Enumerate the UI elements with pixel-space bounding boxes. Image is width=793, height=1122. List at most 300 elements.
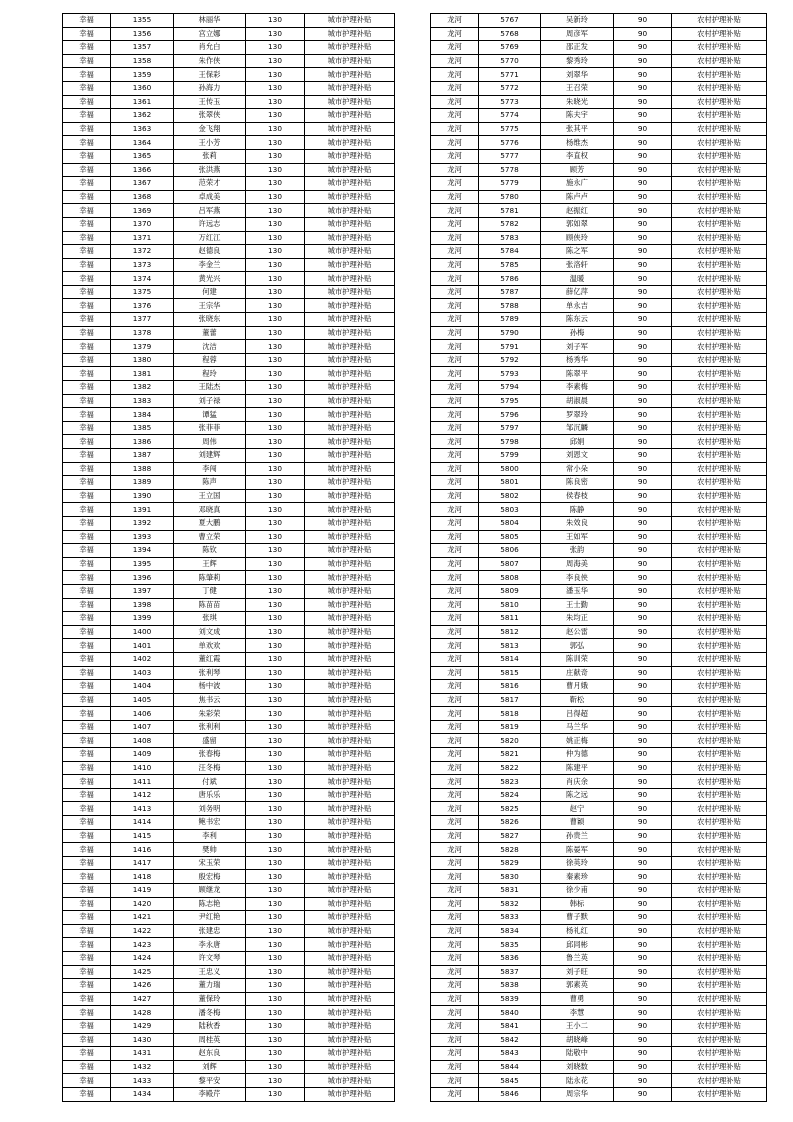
subsidy-type-cell: 城市护理补贴 xyxy=(305,217,395,231)
serial-number-cell: 5789 xyxy=(479,313,541,327)
serial-number-cell: 5804 xyxy=(479,516,541,530)
subsidy-type-cell: 农村护理补贴 xyxy=(672,177,767,191)
subsidy-type-cell: 城市护理补贴 xyxy=(305,584,395,598)
amount-cell: 130 xyxy=(246,109,305,123)
amount-cell: 90 xyxy=(614,652,672,666)
table-row xyxy=(63,1033,395,1047)
district-cell: 龙河 xyxy=(431,367,479,381)
district-cell: 龙河 xyxy=(431,1074,479,1088)
amount-cell: 90 xyxy=(614,326,672,340)
table-row xyxy=(431,951,767,965)
district-cell: 龙河 xyxy=(431,340,479,354)
subsidy-type-cell: 城市护理补贴 xyxy=(305,1047,395,1061)
amount-cell: 130 xyxy=(246,489,305,503)
serial-number-cell: 5806 xyxy=(479,544,541,558)
serial-number-cell: 1386 xyxy=(111,435,174,449)
serial-number-cell: 1411 xyxy=(111,775,174,789)
serial-number-cell: 1389 xyxy=(111,476,174,490)
district-cell: 幸福 xyxy=(63,394,111,408)
table-row xyxy=(431,326,767,340)
table-row xyxy=(431,598,767,612)
subsidy-type-cell: 农村护理补贴 xyxy=(672,816,767,830)
amount-cell: 130 xyxy=(246,1087,305,1101)
table-row xyxy=(63,149,395,163)
district-cell: 龙河 xyxy=(431,326,479,340)
serial-number-cell: 5807 xyxy=(479,557,541,571)
name-cell: 樊帅 xyxy=(174,843,246,857)
name-cell: 黎秀玲 xyxy=(541,54,614,68)
name-cell: 张菲菲 xyxy=(174,421,246,435)
subsidy-type-cell: 农村护理补贴 xyxy=(672,530,767,544)
table-row xyxy=(63,816,395,830)
name-cell: 陈卢卢 xyxy=(541,190,614,204)
district-cell: 幸福 xyxy=(63,340,111,354)
table-row xyxy=(431,625,767,639)
amount-cell: 90 xyxy=(614,217,672,231)
district-cell: 幸福 xyxy=(63,625,111,639)
name-cell: 周海美 xyxy=(541,557,614,571)
serial-number-cell: 1407 xyxy=(111,720,174,734)
name-cell: 万红江 xyxy=(174,231,246,245)
serial-number-cell: 1367 xyxy=(111,177,174,191)
amount-cell: 90 xyxy=(614,258,672,272)
amount-cell: 90 xyxy=(614,163,672,177)
table-row xyxy=(63,41,395,55)
amount-cell: 90 xyxy=(614,965,672,979)
district-cell: 龙河 xyxy=(431,285,479,299)
serial-number-cell: 1383 xyxy=(111,394,174,408)
amount-cell: 130 xyxy=(246,449,305,463)
name-cell: 胡晓峰 xyxy=(541,1033,614,1047)
subsidy-type-cell: 农村护理补贴 xyxy=(672,231,767,245)
table-row xyxy=(431,761,767,775)
serial-number-cell: 1376 xyxy=(111,299,174,313)
district-cell: 幸福 xyxy=(63,313,111,327)
serial-number-cell: 1430 xyxy=(111,1033,174,1047)
subsidy-type-cell: 农村护理补贴 xyxy=(672,802,767,816)
amount-cell: 90 xyxy=(614,299,672,313)
district-cell: 龙河 xyxy=(431,693,479,707)
table-row xyxy=(63,394,395,408)
district-cell: 幸福 xyxy=(63,652,111,666)
district-cell: 幸福 xyxy=(63,1060,111,1074)
name-cell: 陈静 xyxy=(541,503,614,517)
name-cell: 卓成美 xyxy=(174,190,246,204)
serial-number-cell: 1394 xyxy=(111,544,174,558)
name-cell: 王小芳 xyxy=(174,136,246,150)
district-cell: 幸福 xyxy=(63,1087,111,1101)
amount-cell: 130 xyxy=(246,394,305,408)
name-cell: 张洪燕 xyxy=(174,163,246,177)
subsidy-type-cell: 城市护理补贴 xyxy=(305,340,395,354)
table-row xyxy=(431,177,767,191)
serial-number-cell: 5767 xyxy=(479,14,541,28)
amount-cell: 90 xyxy=(614,1074,672,1088)
subsidy-type-cell: 城市护理补贴 xyxy=(305,462,395,476)
amount-cell: 130 xyxy=(246,965,305,979)
district-cell: 幸福 xyxy=(63,489,111,503)
subsidy-type-cell: 农村护理补贴 xyxy=(672,1006,767,1020)
name-cell: 许文琴 xyxy=(174,951,246,965)
serial-number-cell: 1360 xyxy=(111,81,174,95)
name-cell: 杨秀华 xyxy=(541,353,614,367)
table-row xyxy=(431,95,767,109)
amount-cell: 130 xyxy=(246,367,305,381)
table-row xyxy=(431,272,767,286)
district-cell: 幸福 xyxy=(63,843,111,857)
table-row xyxy=(63,856,395,870)
serial-number-cell: 5783 xyxy=(479,231,541,245)
serial-number-cell: 5769 xyxy=(479,41,541,55)
amount-cell: 130 xyxy=(246,516,305,530)
name-cell: 程蓉 xyxy=(174,353,246,367)
table-row xyxy=(431,68,767,82)
district-cell: 龙河 xyxy=(431,122,479,136)
district-cell: 幸福 xyxy=(63,829,111,843)
amount-cell: 90 xyxy=(614,435,672,449)
serial-number-cell: 5826 xyxy=(479,816,541,830)
serial-number-cell: 5824 xyxy=(479,788,541,802)
amount-cell: 90 xyxy=(614,884,672,898)
table-row xyxy=(431,1047,767,1061)
name-cell: 唐乐乐 xyxy=(174,788,246,802)
subsidy-type-cell: 城市护理补贴 xyxy=(305,421,395,435)
table-row xyxy=(63,707,395,721)
name-cell: 谭猛 xyxy=(174,408,246,422)
amount-cell: 130 xyxy=(246,421,305,435)
district-cell: 幸福 xyxy=(63,1047,111,1061)
amount-cell: 90 xyxy=(614,1033,672,1047)
serial-number-cell: 1413 xyxy=(111,802,174,816)
table-row xyxy=(63,802,395,816)
serial-number-cell: 1400 xyxy=(111,625,174,639)
amount-cell: 90 xyxy=(614,95,672,109)
serial-number-cell: 5791 xyxy=(479,340,541,354)
district-cell: 幸福 xyxy=(63,544,111,558)
amount-cell: 130 xyxy=(246,122,305,136)
subsidy-type-cell: 农村护理补贴 xyxy=(672,367,767,381)
subsidy-type-cell: 农村护理补贴 xyxy=(672,680,767,694)
serial-number-cell: 1363 xyxy=(111,122,174,136)
table-row xyxy=(431,612,767,626)
table-row xyxy=(63,421,395,435)
name-cell: 陈建平 xyxy=(541,761,614,775)
district-cell: 幸福 xyxy=(63,285,111,299)
district-cell: 幸福 xyxy=(63,326,111,340)
district-cell: 幸福 xyxy=(63,177,111,191)
table-row xyxy=(63,258,395,272)
amount-cell: 90 xyxy=(614,1019,672,1033)
district-cell: 幸福 xyxy=(63,992,111,1006)
subsidy-type-cell: 农村护理补贴 xyxy=(672,1087,767,1101)
district-cell: 龙河 xyxy=(431,449,479,463)
district-cell: 幸福 xyxy=(63,258,111,272)
table-row xyxy=(63,951,395,965)
amount-cell: 130 xyxy=(246,1047,305,1061)
name-cell: 邹沉麟 xyxy=(541,421,614,435)
table-row xyxy=(431,476,767,490)
district-cell: 幸福 xyxy=(63,938,111,952)
district-cell: 幸福 xyxy=(63,598,111,612)
amount-cell: 90 xyxy=(614,748,672,762)
amount-cell: 90 xyxy=(614,571,672,585)
name-cell: 刘子旺 xyxy=(541,965,614,979)
name-cell: 肖允白 xyxy=(174,41,246,55)
subsidy-type-cell: 农村护理补贴 xyxy=(672,897,767,911)
name-cell: 邱同彬 xyxy=(541,938,614,952)
district-cell: 龙河 xyxy=(431,639,479,653)
district-cell: 龙河 xyxy=(431,503,479,517)
table-row xyxy=(431,1006,767,1020)
serial-number-cell: 5798 xyxy=(479,435,541,449)
amount-cell: 130 xyxy=(246,530,305,544)
amount-cell: 90 xyxy=(614,122,672,136)
district-cell: 幸福 xyxy=(63,272,111,286)
table-row xyxy=(431,843,767,857)
subsidy-type-cell: 农村护理补贴 xyxy=(672,1060,767,1074)
subsidy-type-cell: 城市护理补贴 xyxy=(305,54,395,68)
name-cell: 周宗华 xyxy=(541,1087,614,1101)
amount-cell: 130 xyxy=(246,163,305,177)
table-row xyxy=(63,95,395,109)
serial-number-cell: 1356 xyxy=(111,27,174,41)
district-cell: 幸福 xyxy=(63,816,111,830)
amount-cell: 130 xyxy=(246,353,305,367)
serial-number-cell: 5800 xyxy=(479,462,541,476)
district-cell: 龙河 xyxy=(431,788,479,802)
subsidy-type-cell: 农村护理补贴 xyxy=(672,299,767,313)
district-cell: 幸福 xyxy=(63,951,111,965)
subsidy-type-cell: 城市护理补贴 xyxy=(305,68,395,82)
table-row xyxy=(63,68,395,82)
table-row xyxy=(63,1006,395,1020)
subsidy-type-cell: 城市护理补贴 xyxy=(305,245,395,259)
amount-cell: 90 xyxy=(614,598,672,612)
amount-cell: 90 xyxy=(614,408,672,422)
amount-cell: 90 xyxy=(614,353,672,367)
amount-cell: 90 xyxy=(614,870,672,884)
amount-cell: 90 xyxy=(614,951,672,965)
subsidy-type-cell: 农村护理补贴 xyxy=(672,666,767,680)
amount-cell: 130 xyxy=(246,27,305,41)
amount-cell: 130 xyxy=(246,625,305,639)
subsidy-type-cell: 城市护理补贴 xyxy=(305,992,395,1006)
subsidy-type-cell: 农村护理补贴 xyxy=(672,584,767,598)
amount-cell: 130 xyxy=(246,81,305,95)
name-cell: 张洛轩 xyxy=(541,258,614,272)
district-cell: 龙河 xyxy=(431,14,479,28)
amount-cell: 130 xyxy=(246,911,305,925)
table-row xyxy=(63,435,395,449)
serial-number-cell: 5836 xyxy=(479,951,541,965)
name-cell: 李永唐 xyxy=(174,938,246,952)
name-cell: 施永广 xyxy=(541,177,614,191)
table-row xyxy=(431,788,767,802)
name-cell: 焦书云 xyxy=(174,693,246,707)
table-row xyxy=(431,313,767,327)
subsidy-type-cell: 农村护理补贴 xyxy=(672,326,767,340)
subsidy-type-cell: 城市护理补贴 xyxy=(305,680,395,694)
name-cell: 陈东云 xyxy=(541,313,614,327)
subsidy-type-cell: 城市护理补贴 xyxy=(305,911,395,925)
name-cell: 单永吉 xyxy=(541,299,614,313)
serial-number-cell: 5831 xyxy=(479,884,541,898)
district-cell: 幸福 xyxy=(63,979,111,993)
table-row xyxy=(63,1087,395,1101)
district-cell: 龙河 xyxy=(431,884,479,898)
name-cell: 陈声 xyxy=(174,476,246,490)
subsidy-type-cell: 城市护理补贴 xyxy=(305,503,395,517)
serial-number-cell: 1399 xyxy=(111,612,174,626)
name-cell: 陈夫宇 xyxy=(541,109,614,123)
serial-number-cell: 5795 xyxy=(479,394,541,408)
subsidy-type-cell: 城市护理补贴 xyxy=(305,313,395,327)
amount-cell: 130 xyxy=(246,1033,305,1047)
subsidy-type-cell: 城市护理补贴 xyxy=(305,720,395,734)
district-cell: 龙河 xyxy=(431,95,479,109)
serial-number-cell: 5781 xyxy=(479,204,541,218)
serial-number-cell: 5792 xyxy=(479,353,541,367)
amount-cell: 130 xyxy=(246,652,305,666)
name-cell: 孙贵兰 xyxy=(541,829,614,843)
subsidy-type-cell: 城市护理补贴 xyxy=(305,775,395,789)
serial-number-cell: 1380 xyxy=(111,353,174,367)
amount-cell: 90 xyxy=(614,775,672,789)
amount-cell: 130 xyxy=(246,788,305,802)
serial-number-cell: 1398 xyxy=(111,598,174,612)
subsidy-type-cell: 农村护理补贴 xyxy=(672,734,767,748)
name-cell: 夏大鹏 xyxy=(174,516,246,530)
district-cell: 龙河 xyxy=(431,1047,479,1061)
amount-cell: 90 xyxy=(614,272,672,286)
subsidy-type-cell: 农村护理补贴 xyxy=(672,408,767,422)
subsidy-type-cell: 农村护理补贴 xyxy=(672,313,767,327)
district-cell: 幸福 xyxy=(63,775,111,789)
district-cell: 龙河 xyxy=(431,571,479,585)
subsidy-type-cell: 城市护理补贴 xyxy=(305,843,395,857)
district-cell: 龙河 xyxy=(431,530,479,544)
amount-cell: 130 xyxy=(246,149,305,163)
subsidy-type-cell: 农村护理补贴 xyxy=(672,149,767,163)
subsidy-type-cell: 农村护理补贴 xyxy=(672,870,767,884)
table-row xyxy=(63,571,395,585)
serial-number-cell: 5785 xyxy=(479,258,541,272)
district-cell: 幸福 xyxy=(63,761,111,775)
serial-number-cell: 5811 xyxy=(479,612,541,626)
district-cell: 幸福 xyxy=(63,462,111,476)
amount-cell: 90 xyxy=(614,516,672,530)
amount-cell: 130 xyxy=(246,924,305,938)
name-cell: 宫立娜 xyxy=(174,27,246,41)
serial-number-cell: 5801 xyxy=(479,476,541,490)
subsidy-type-cell: 城市护理补贴 xyxy=(305,1087,395,1101)
serial-number-cell: 5773 xyxy=(479,95,541,109)
district-cell: 龙河 xyxy=(431,1019,479,1033)
amount-cell: 90 xyxy=(614,476,672,490)
district-cell: 龙河 xyxy=(431,258,479,272)
table-row xyxy=(63,272,395,286)
amount-cell: 130 xyxy=(246,476,305,490)
amount-cell: 90 xyxy=(614,680,672,694)
subsidy-type-cell: 城市护理补贴 xyxy=(305,1006,395,1020)
table-row xyxy=(431,748,767,762)
serial-number-cell: 5797 xyxy=(479,421,541,435)
name-cell: 王立国 xyxy=(174,489,246,503)
table-row xyxy=(431,81,767,95)
amount-cell: 130 xyxy=(246,177,305,191)
serial-number-cell: 1414 xyxy=(111,816,174,830)
table-row xyxy=(63,897,395,911)
serial-number-cell: 1364 xyxy=(111,136,174,150)
subsidy-type-cell: 农村护理补贴 xyxy=(672,761,767,775)
serial-number-cell: 5827 xyxy=(479,829,541,843)
serial-number-cell: 5818 xyxy=(479,707,541,721)
table-row xyxy=(431,707,767,721)
amount-cell: 90 xyxy=(614,612,672,626)
amount-cell: 130 xyxy=(246,802,305,816)
name-cell: 薛亿萍 xyxy=(541,285,614,299)
table-row xyxy=(431,584,767,598)
table-row xyxy=(63,516,395,530)
name-cell: 范荣才 xyxy=(174,177,246,191)
serial-number-cell: 1378 xyxy=(111,326,174,340)
table-row xyxy=(431,217,767,231)
subsidy-type-cell: 城市护理补贴 xyxy=(305,693,395,707)
subsidy-type-cell: 农村护理补贴 xyxy=(672,421,767,435)
name-cell: 赵公雷 xyxy=(541,625,614,639)
serial-number-cell: 1365 xyxy=(111,149,174,163)
serial-number-cell: 1368 xyxy=(111,190,174,204)
serial-number-cell: 5823 xyxy=(479,775,541,789)
district-cell: 幸福 xyxy=(63,707,111,721)
district-cell: 龙河 xyxy=(431,734,479,748)
district-cell: 龙河 xyxy=(431,489,479,503)
subsidy-type-cell: 城市护理补贴 xyxy=(305,870,395,884)
subsidy-type-cell: 农村护理补贴 xyxy=(672,992,767,1006)
amount-cell: 130 xyxy=(246,734,305,748)
amount-cell: 90 xyxy=(614,149,672,163)
amount-cell: 130 xyxy=(246,693,305,707)
name-cell: 郭如翠 xyxy=(541,217,614,231)
amount-cell: 90 xyxy=(614,381,672,395)
name-cell: 张莉 xyxy=(174,149,246,163)
serial-number-cell: 5843 xyxy=(479,1047,541,1061)
serial-number-cell: 5816 xyxy=(479,680,541,694)
serial-number-cell: 5841 xyxy=(479,1019,541,1033)
subsidy-type-cell: 城市护理补贴 xyxy=(305,816,395,830)
name-cell: 秦素珍 xyxy=(541,870,614,884)
serial-number-cell: 5846 xyxy=(479,1087,541,1101)
name-cell: 朱晓光 xyxy=(541,95,614,109)
district-cell: 幸福 xyxy=(63,81,111,95)
amount-cell: 90 xyxy=(614,231,672,245)
district-cell: 龙河 xyxy=(431,516,479,530)
name-cell: 张翠侠 xyxy=(174,109,246,123)
table-row xyxy=(431,408,767,422)
amount-cell: 90 xyxy=(614,204,672,218)
name-cell: 黄光兴 xyxy=(174,272,246,286)
table-row xyxy=(431,557,767,571)
table-row xyxy=(63,190,395,204)
subsidy-type-cell: 城市护理补贴 xyxy=(305,707,395,721)
name-cell: 刘翠华 xyxy=(541,68,614,82)
serial-number-cell: 1424 xyxy=(111,951,174,965)
district-cell: 龙河 xyxy=(431,81,479,95)
name-cell: 王传玉 xyxy=(174,95,246,109)
amount-cell: 90 xyxy=(614,245,672,259)
district-cell: 幸福 xyxy=(63,149,111,163)
subsidy-type-cell: 农村护理补贴 xyxy=(672,353,767,367)
